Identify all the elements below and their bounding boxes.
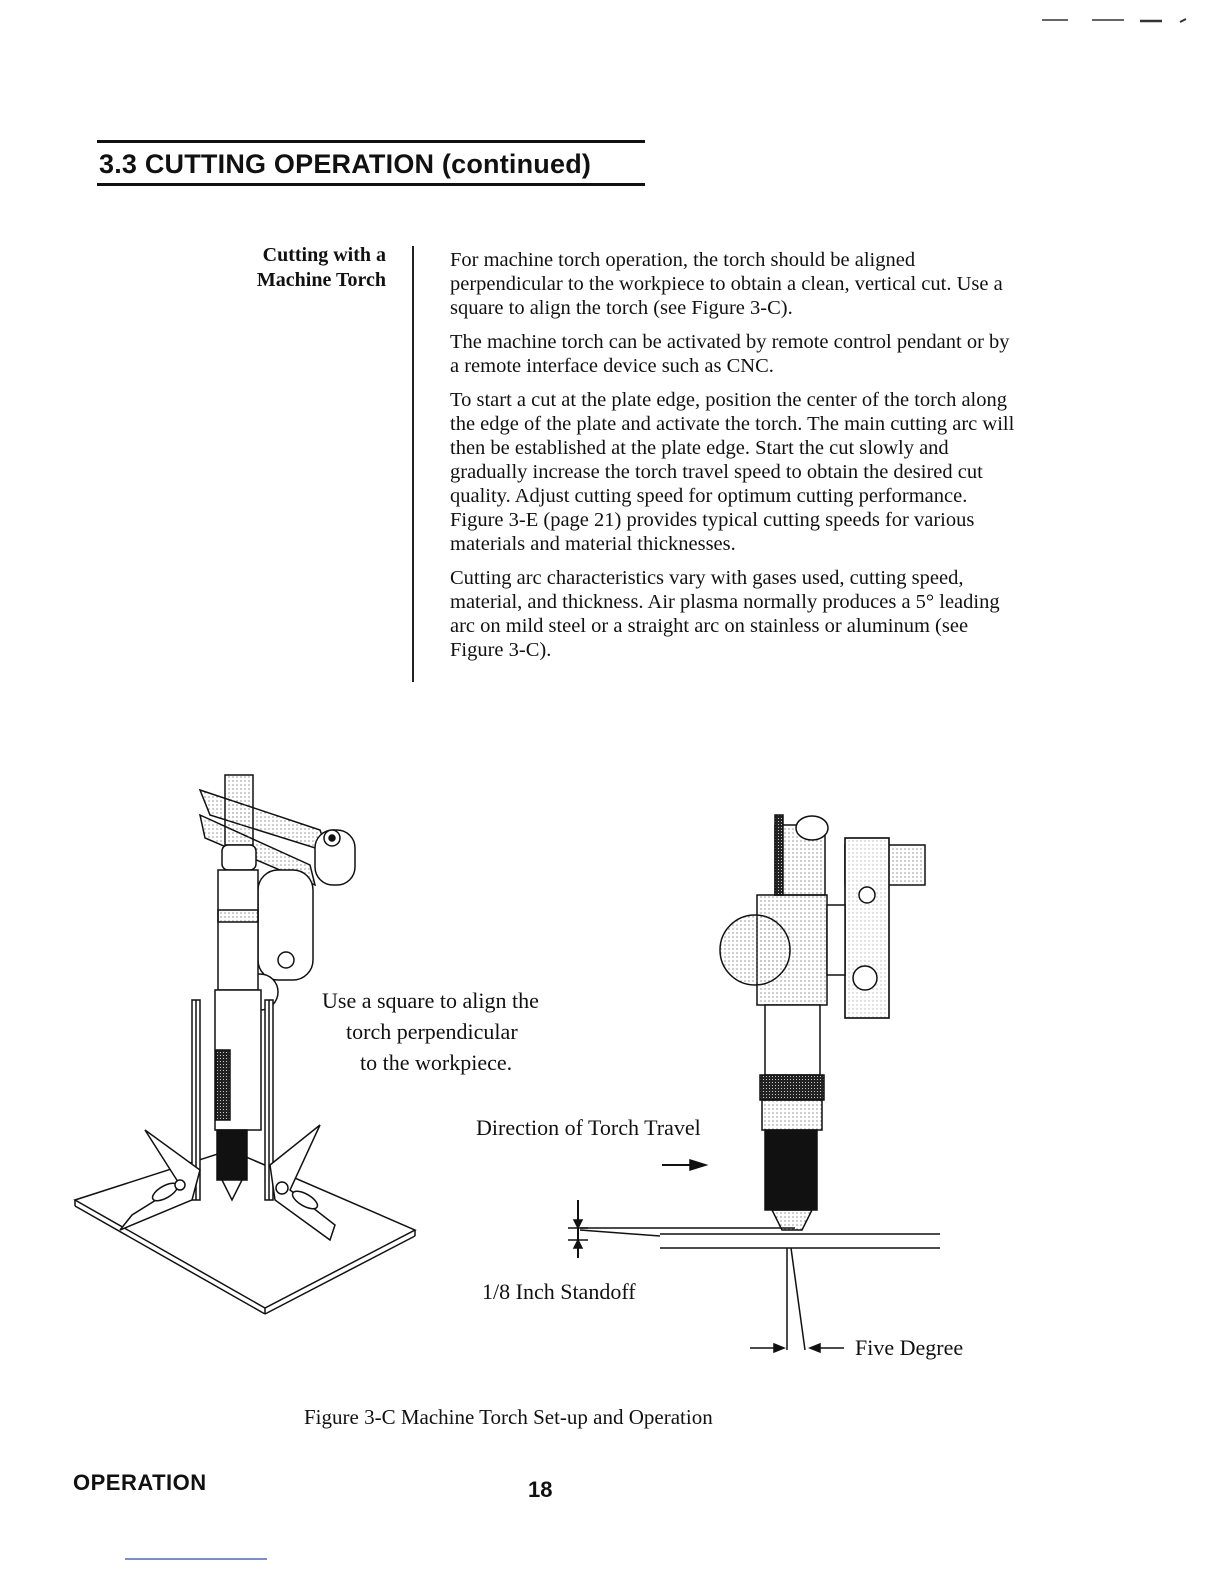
side-label-line2: Machine Torch — [256, 269, 386, 291]
section-title: 3.3 CUTTING OPERATION (continued) — [99, 149, 592, 179]
side-label-line1: Cutting with a — [262, 244, 386, 266]
footer-section-name: OPERATION — [73, 1470, 207, 1495]
figure-caption: Figure 3-C Machine Torch Set-up and Operation — [304, 1405, 713, 1429]
side-label — [196, 243, 386, 293]
heading-rule-bottom — [97, 183, 645, 186]
paragraph-arc-characteristics: Cutting arc characteristics vary with gases used, cutting speed, material, and thickness. Air plasma normally produces a 5° leading arc on mild steel or a straight arc on stainless or aluminum (see Figure 3-C). — [450, 567, 1000, 661]
page-number: 18 — [528, 1477, 553, 1502]
paragraph-alignment: For machine torch operation, the torch should be aligned perpendicular to the workpiece to obtain a clean, vertical cut. Use a square to align the torch (see Figure 3-C). — [450, 249, 1003, 319]
paragraph-start-cut: To start a cut at the plate edge, position the center of the torch along the edge of the plate and activate the torch. The main cutting arc will then be established at the plate edge. Start the cut slowly and gradually increase the torch travel speed to obtain the desired cut quality. Adjust cutting speed for optimum cutting performance. Figure 3-E (page 21) provides typical cutting speeds for various materials and material thicknesses. — [450, 389, 1015, 555]
angle-label: Five Degree — [855, 1335, 964, 1360]
section-heading — [97, 140, 645, 186]
square-note-line3: to the workpiece. — [360, 1050, 513, 1075]
square-note — [322, 985, 539, 1078]
body-text — [450, 248, 1020, 672]
direction-label: Direction of Torch Travel — [476, 1115, 701, 1140]
paragraph-activation: The machine torch can be activated by remote control pendant or by a remote interface device such as CNC. — [450, 331, 1010, 377]
square-note-line2: torch perpendicular — [346, 1019, 518, 1044]
bottom-rule — [125, 1558, 267, 1560]
scan-marks — [1040, 14, 1200, 34]
standoff-label: 1/8 Inch Standoff — [482, 1279, 636, 1304]
vertical-divider — [412, 246, 414, 682]
square-note-line1: Use a square to align the — [322, 988, 539, 1013]
right-torch-drawing — [568, 815, 940, 1352]
